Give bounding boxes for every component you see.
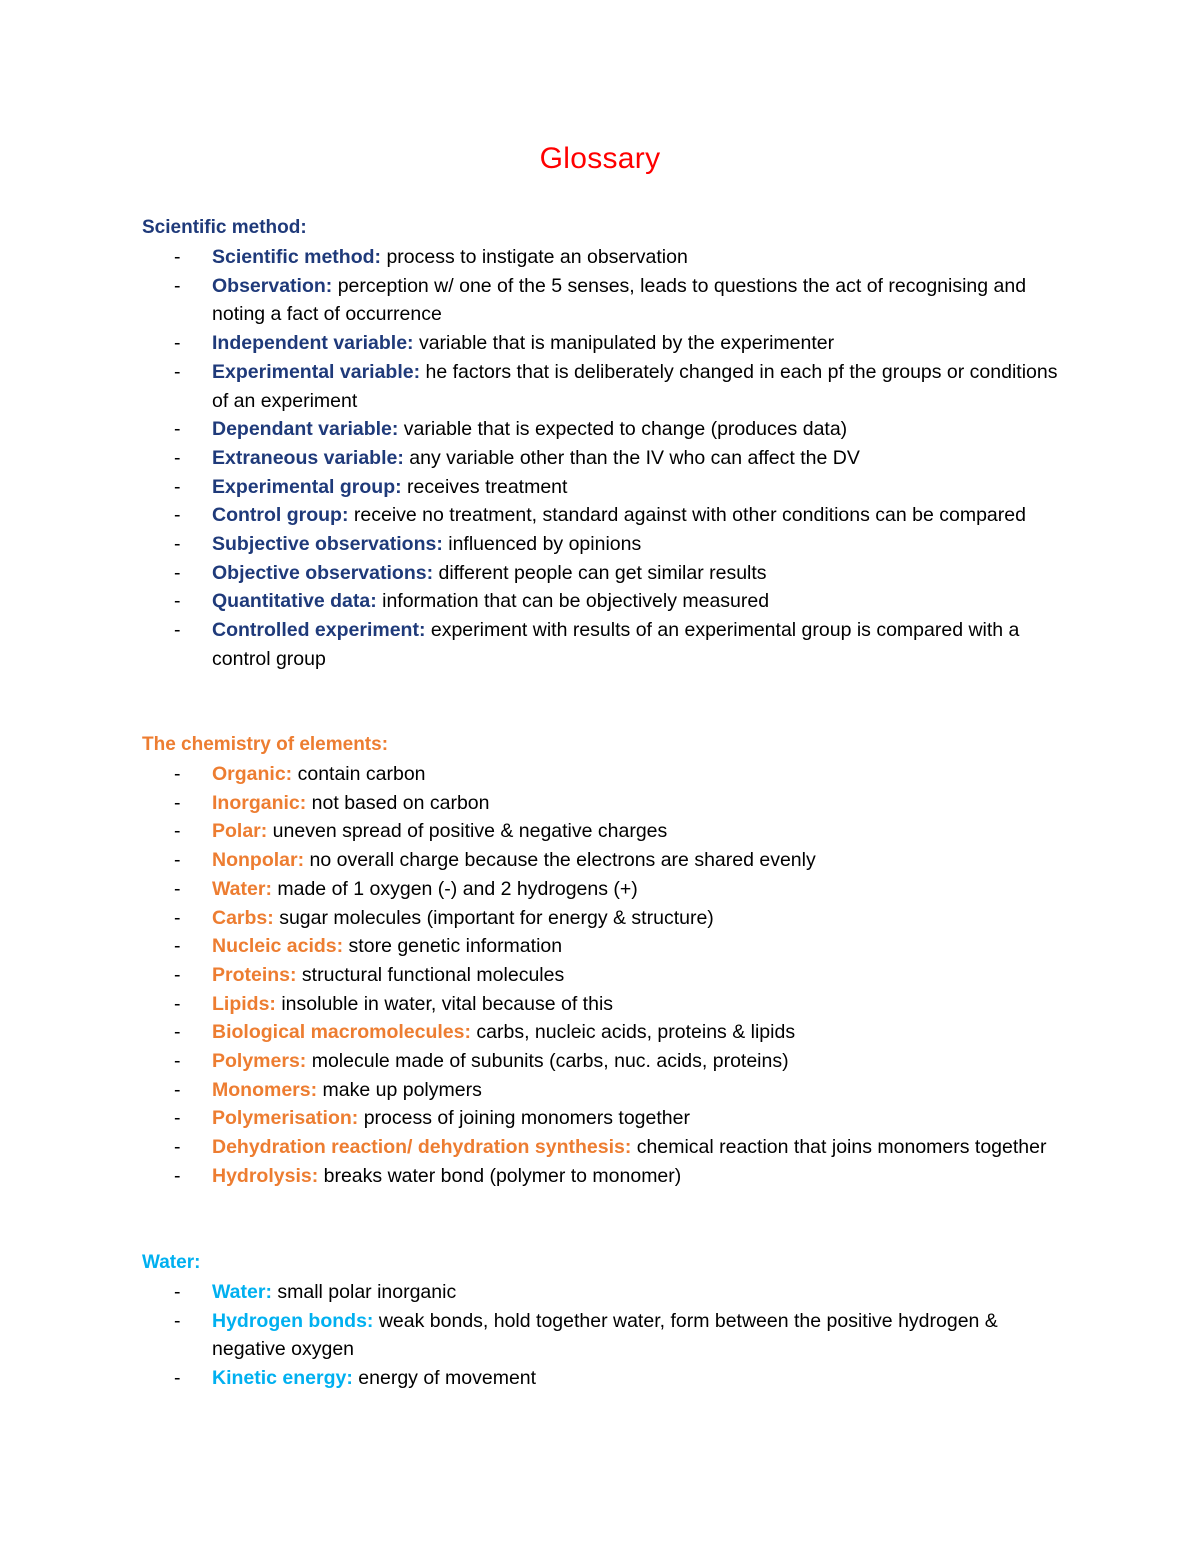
glossary-item <box>142 1018 1072 1047</box>
bullet-dash: - <box>174 1021 181 1044</box>
glossary-term: Control group: <box>212 504 349 527</box>
glossary-term: Experimental variable: <box>212 360 421 383</box>
glossary-definition: insoluble in water, vital because of this <box>275 992 614 1015</box>
glossary-definition: information that can be objectively measured <box>376 590 770 613</box>
glossary-item <box>142 329 1072 358</box>
section-heading: The chemistry of elements: <box>142 734 389 755</box>
glossary-term: Carbs: <box>212 906 274 929</box>
glossary-item <box>142 1162 1072 1191</box>
section-heading: Scientific method: <box>142 217 307 238</box>
glossary-definition: small polar inorganic <box>271 1281 457 1303</box>
glossary-definition: structural functional molecules <box>296 963 565 986</box>
glossary-item <box>142 587 1072 616</box>
glossary-term: Observation: <box>212 274 333 297</box>
bullet-dash: - <box>174 1050 181 1073</box>
bullet-dash: - <box>174 1136 181 1159</box>
glossary-definition: variable that is expected to change (produces data) <box>398 418 848 441</box>
glossary-term: Controlled experiment: <box>212 619 426 642</box>
glossary-item <box>142 904 1072 933</box>
bullet-dash: - <box>174 906 181 929</box>
glossary-definition: process to instigate an observation <box>381 246 688 268</box>
term-list <box>142 760 1072 1191</box>
bullet-dash: - <box>174 992 181 1015</box>
glossary-item <box>142 444 1072 473</box>
glossary-definition: he factors that is deliberately changed in each pf the groups or conditions of an experiment <box>212 360 1058 412</box>
glossary-item <box>142 530 1072 559</box>
term-list <box>142 243 1072 674</box>
bullet-dash: - <box>174 763 181 785</box>
glossary-definition: carbs, nucleic acids, proteins & lipids <box>471 1021 796 1044</box>
glossary-term: Inorganic: <box>212 791 307 814</box>
bullet-dash: - <box>174 619 181 642</box>
term-list <box>142 1278 1072 1393</box>
glossary-term: Subjective observations: <box>212 533 443 556</box>
glossary-term: Polymers: <box>212 1050 307 1073</box>
glossary-term: Kinetic energy: <box>212 1367 353 1390</box>
glossary-item <box>142 358 1072 415</box>
glossary-item <box>142 817 1072 846</box>
glossary-term: Experimental group: <box>212 475 402 498</box>
glossary-definition: receives treatment <box>401 475 568 498</box>
glossary-definition: breaks water bond (polymer to monomer) <box>318 1164 682 1187</box>
section-water <box>142 1249 1072 1393</box>
glossary-definition: molecule made of subunits (carbs, nuc. acids, proteins) <box>306 1050 789 1073</box>
bullet-dash: - <box>174 791 181 814</box>
bullet-dash: - <box>174 963 181 986</box>
glossary-item <box>142 243 1072 272</box>
glossary-definition: made of 1 oxygen (-) and 2 hydrogens (+) <box>271 877 638 900</box>
bullet-dash: - <box>174 274 181 297</box>
glossary-term: Dependant variable: <box>212 418 399 441</box>
page-title: Glossary <box>539 142 661 175</box>
section-scientific-method <box>142 214 1072 674</box>
glossary-term: Proteins: <box>212 963 297 986</box>
glossary-item <box>142 1076 1072 1105</box>
bullet-dash: - <box>174 1281 181 1303</box>
bullet-dash: - <box>174 1309 181 1332</box>
glossary-definition: weak bonds, hold together water, form between the positive hydrogen & negative oxygen <box>212 1309 998 1361</box>
glossary-item <box>142 875 1072 904</box>
bullet-dash: - <box>174 360 181 383</box>
bullet-dash: - <box>174 504 181 527</box>
glossary-term: Extraneous variable: <box>212 446 404 469</box>
glossary-term: Water: <box>212 1281 272 1303</box>
bullet-dash: - <box>174 475 181 498</box>
glossary-item <box>142 559 1072 588</box>
glossary-definition: uneven spread of positive & negative charges <box>267 820 668 843</box>
bullet-dash: - <box>174 935 181 958</box>
glossary-term: Monomers: <box>212 1078 318 1101</box>
glossary-item <box>142 616 1072 673</box>
bullet-dash: - <box>174 849 181 872</box>
glossary-item <box>142 932 1072 961</box>
glossary-term: Organic: <box>212 763 293 785</box>
glossary-definition: receive no treatment, standard against with other conditions can be compared <box>348 504 1026 527</box>
glossary-term: Hydrogen bonds: <box>212 1309 374 1332</box>
glossary-item <box>142 415 1072 444</box>
glossary-definition: sugar molecules (important for energy & structure) <box>273 906 714 929</box>
glossary-item <box>142 846 1072 875</box>
glossary-item <box>142 1278 1072 1307</box>
glossary-term: Polymerisation: <box>212 1107 359 1130</box>
glossary-item <box>142 1133 1072 1162</box>
glossary-term: Scientific method: <box>212 246 382 268</box>
bullet-dash: - <box>174 877 181 900</box>
glossary-term: Nonpolar: <box>212 849 305 872</box>
glossary-definition: contain carbon <box>292 763 426 785</box>
glossary-definition: not based on carbon <box>306 791 490 814</box>
bullet-dash: - <box>174 590 181 613</box>
glossary-definition: store genetic information <box>343 935 563 958</box>
bullet-dash: - <box>174 561 181 584</box>
glossary-term: Water: <box>212 877 272 900</box>
bullet-dash: - <box>174 1164 181 1187</box>
bullet-dash: - <box>174 820 181 843</box>
bullet-dash: - <box>174 418 181 441</box>
bullet-dash: - <box>174 1367 181 1390</box>
glossary-definition: process of joining monomers together <box>358 1107 690 1130</box>
glossary-item <box>142 1307 1072 1364</box>
glossary-term: Polar: <box>212 820 268 843</box>
glossary-item <box>142 990 1072 1019</box>
glossary-term: Lipids: <box>212 992 276 1015</box>
glossary-item <box>142 1364 1072 1393</box>
bullet-dash: - <box>174 332 181 355</box>
glossary-term: Independent variable: <box>212 332 414 355</box>
glossary-item <box>142 1047 1072 1076</box>
glossary-definition: experiment with results of an experimental group is compared with a control group <box>212 619 1020 670</box>
glossary-term: Hydrolysis: <box>212 1164 319 1187</box>
glossary-item <box>142 1104 1072 1133</box>
section-chemistry-of-elements <box>142 731 1072 1191</box>
glossary-definition: any variable other than the IV who can affect the DV <box>403 446 860 469</box>
glossary-item <box>142 501 1072 530</box>
bullet-dash: - <box>174 1107 181 1130</box>
glossary-term: Objective observations: <box>212 561 434 584</box>
bullet-dash: - <box>174 446 181 469</box>
section-heading: Water: <box>142 1252 201 1273</box>
bullet-dash: - <box>174 533 181 556</box>
glossary-definition: variable that is manipulated by the experimenter <box>413 332 835 355</box>
glossary-definition: influenced by opinions <box>442 533 642 556</box>
glossary-definition: no overall charge because the electrons are shared evenly <box>304 849 816 872</box>
glossary-definition: make up polymers <box>317 1078 482 1101</box>
glossary-term: Dehydration reaction/ dehydration synthesis: <box>212 1136 632 1159</box>
glossary-item <box>142 961 1072 990</box>
glossary-definition: perception w/ one of the 5 senses, leads to questions the act of recognising and noting a fact of occurrence <box>212 274 1027 326</box>
glossary-item <box>142 272 1072 329</box>
glossary-term: Biological macromolecules: <box>212 1021 471 1044</box>
glossary-definition: chemical reaction that joins monomers together <box>631 1136 1047 1159</box>
bullet-dash: - <box>174 1078 181 1101</box>
glossary-definition: energy of movement <box>352 1367 537 1390</box>
glossary-term: Nucleic acids: <box>212 935 344 958</box>
glossary-item <box>142 473 1072 502</box>
glossary-item <box>142 760 1072 789</box>
glossary-definition: different people can get similar results <box>433 561 767 584</box>
glossary-item <box>142 789 1072 818</box>
bullet-dash: - <box>174 246 181 268</box>
glossary-term: Quantitative data: <box>212 590 377 613</box>
